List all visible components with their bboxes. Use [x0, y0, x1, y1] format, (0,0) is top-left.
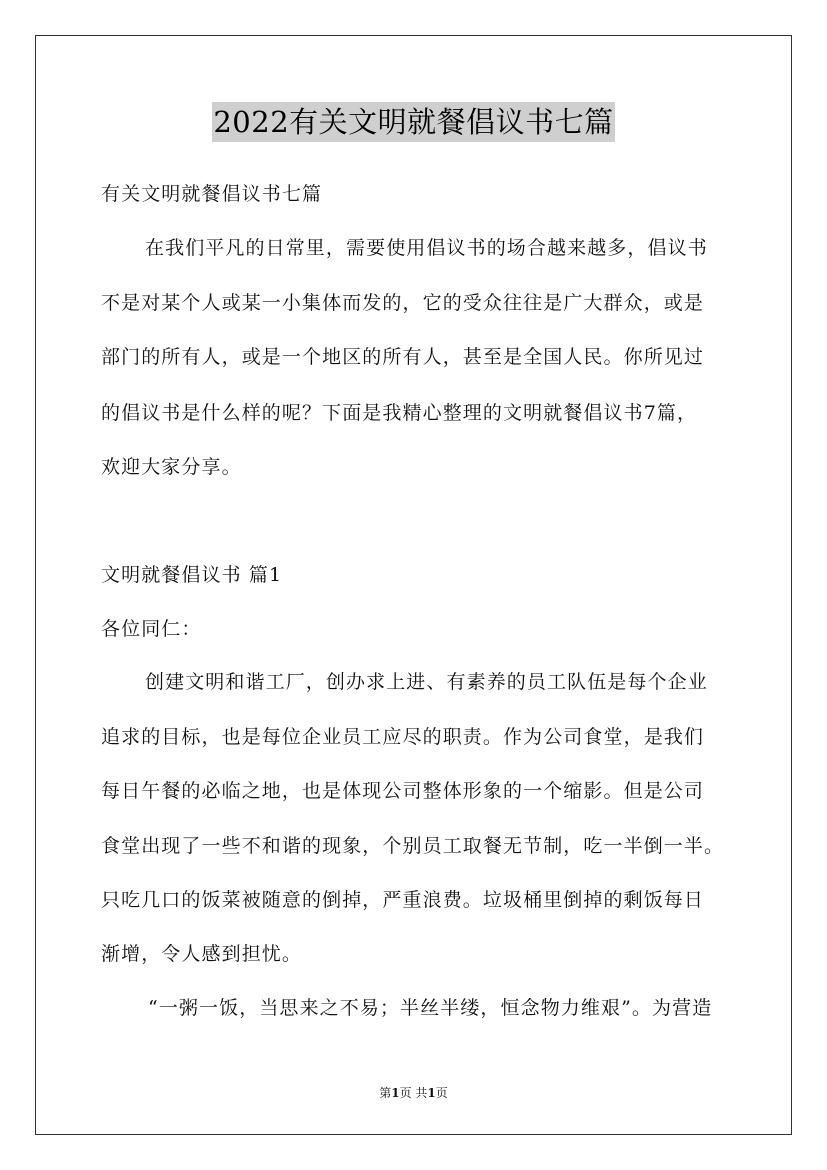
footer-page-prefix: 第 [379, 1086, 392, 1100]
paragraph-line: 部门的所有人，或是一个地区的所有人，甚至是全国人民。你所见过 [101, 346, 705, 368]
salutation: 各位同仁： [101, 618, 202, 640]
paragraph-line: 的倡议书是什么样的呢？下面是我精心整理的文明就餐倡议书7篇， [101, 402, 698, 424]
paragraph-line: 追求的目标，也是每位企业员工应尽的职责。作为公司食堂，是我们 [101, 726, 705, 748]
footer-page-mid: 页 共 [399, 1086, 428, 1100]
page-footer [0, 1084, 827, 1101]
paragraph-line: 欢迎大家分享。 [101, 456, 242, 478]
paragraph-line: “一粥一饭，当思来之不易；半丝半缕，恒念物力维艰”。为营造 [148, 997, 713, 1019]
footer-page-total: 1 [427, 1086, 436, 1100]
paragraph-line: 渐增，令人感到担忧。 [101, 943, 303, 965]
paragraph-line: 不是对某个人或某一小集体而发的，它的受众往往是广大群众，或是 [101, 292, 705, 314]
footer-page-current: 1 [391, 1086, 400, 1100]
document-title: 2022有关文明就餐倡议书七篇 [212, 102, 614, 142]
section-heading: 文明就餐倡议书 篇1 [101, 564, 283, 586]
paragraph-line: 每日午餐的必临之地，也是体现公司整体形象的一个缩影。但是公司 [101, 780, 705, 802]
paragraph-line: 创建文明和谐工厂，创办求上进、有素养的员工队伍是每个企业 [145, 671, 708, 693]
document-subtitle: 有关文明就餐倡议书七篇 [101, 183, 323, 205]
title-container [0, 102, 827, 142]
paragraph-line: 只吃几口的饭菜被随意的倒掉，严重浪费。垃圾桶里倒掉的剩饭每日 [101, 889, 705, 911]
footer-page-suffix: 页 [435, 1086, 448, 1100]
paragraph-line: 在我们平凡的日常里，需要使用倡议书的场合越来越多，倡议书 [145, 237, 708, 259]
paragraph-line: 食堂出现了一些不和谐的现象，个别员工取餐无节制，吃一半倒一半。 [101, 835, 725, 857]
